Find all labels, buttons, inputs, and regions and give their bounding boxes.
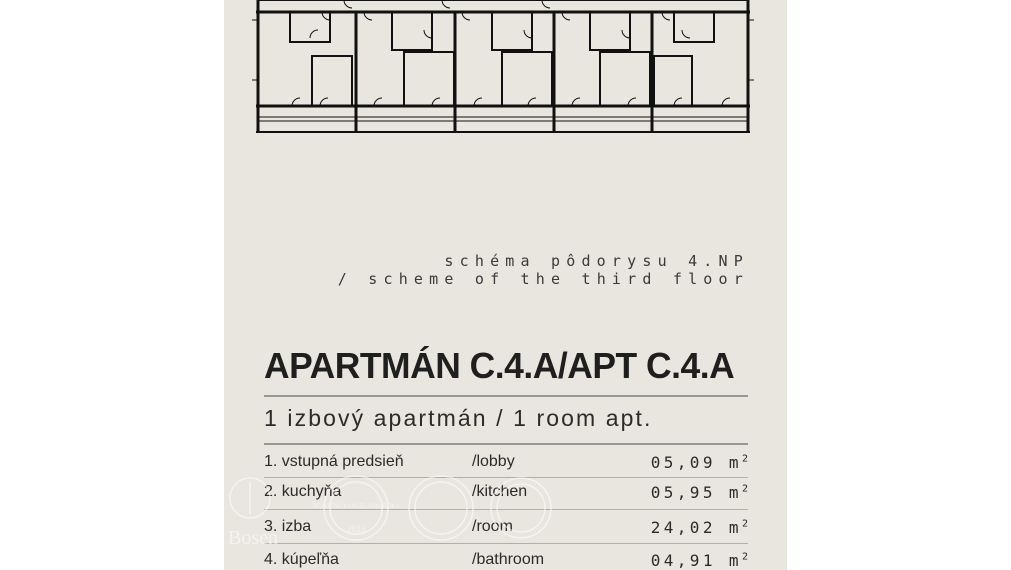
room-name-en: /lobby <box>472 453 515 470</box>
room-name-sk: 3. izba <box>264 518 312 535</box>
room-name-sk: 1. vstupná predsieň <box>264 453 404 470</box>
room-name-en: /bathroom <box>472 551 545 568</box>
room-area: 05,09 $m^2$ <box>650 453 748 472</box>
plan-caption-sk: schéma pôdorysu 4.NP <box>444 252 749 270</box>
watermark-badge-year: 2023 <box>347 524 365 534</box>
floor-plan-drawing <box>252 0 754 136</box>
room-area: 05,95 $m^2$ <box>650 483 748 502</box>
room-name-sk: 2. kuchyňa <box>264 483 342 500</box>
apartment-title: APARTMÁN C.4.A/APT C.4.A <box>264 345 735 386</box>
agency-watermark <box>226 468 556 570</box>
room-area: 24,02 $m^2$ <box>650 518 748 537</box>
plan-caption-en: / scheme of the third floor <box>337 270 749 288</box>
watermark-badge-text: REALITNÁ KANCELÁRIA ROKA <box>312 504 400 510</box>
title-divider <box>264 395 748 397</box>
subtitle-divider <box>264 443 748 445</box>
room-name-sk: 4. kúpeľňa <box>264 551 339 568</box>
room-name-en: /room <box>472 518 513 535</box>
room-area: 04,91 $m^2$ <box>650 551 748 570</box>
room-name-en: /kitchen <box>472 483 528 500</box>
apartment-subtitle: 1 izbový apartmán / 1 room apt. <box>264 405 653 431</box>
watermark-brand: Bosen <box>228 527 278 549</box>
